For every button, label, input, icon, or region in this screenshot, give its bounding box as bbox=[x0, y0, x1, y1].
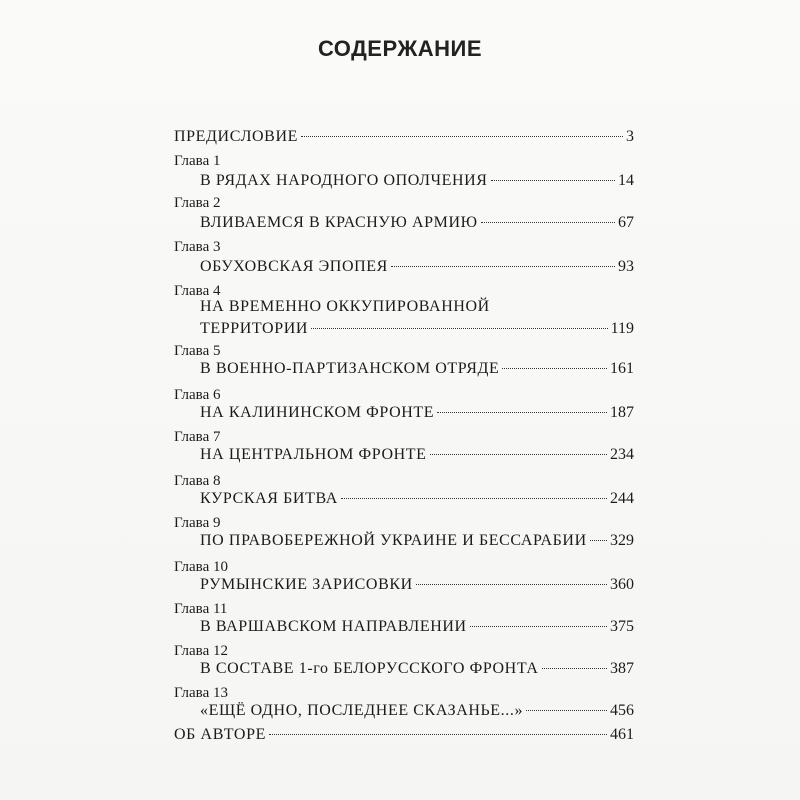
toc-entry-preface bbox=[174, 126, 634, 148]
entry-title: РУМЫНСКИЕ ЗАРИСОВКИ bbox=[200, 576, 413, 593]
page-number: 234 bbox=[610, 446, 634, 463]
page-number: 119 bbox=[610, 320, 634, 337]
toc-entry-chapter-7 bbox=[200, 444, 634, 466]
entry-title: ПО ПРАВОБЕРЕЖНОЙ УКРАИНЕ И БЕССАРАБИИ bbox=[200, 532, 587, 549]
toc-entry-chapter-9 bbox=[200, 530, 634, 552]
page-number: 375 bbox=[610, 618, 634, 635]
toc-entry-chapter-4 bbox=[200, 318, 634, 340]
toc-entry-about-author bbox=[174, 724, 634, 746]
page-number: 329 bbox=[610, 532, 634, 549]
page-number: 187 bbox=[610, 404, 634, 421]
dot-leader bbox=[391, 266, 615, 267]
entry-title: ВЛИВАЕМСЯ В КРАСНУЮ АРМИЮ bbox=[200, 214, 478, 231]
contents-heading: СОДЕРЖАНИЕ bbox=[317, 36, 483, 61]
entry-title: ОБ АВТОРЕ bbox=[174, 726, 266, 743]
chapter-label: Глава 11 bbox=[174, 601, 228, 617]
toc-entry-chapter-12 bbox=[200, 658, 634, 680]
page-number: 244 bbox=[610, 490, 634, 507]
chapter-label: Глава 12 bbox=[174, 643, 228, 659]
chapter-label: Глава 9 bbox=[174, 515, 221, 531]
toc-entry-chapter-11 bbox=[200, 616, 634, 638]
chapter-label: Глава 6 bbox=[174, 387, 221, 403]
dot-leader bbox=[542, 668, 607, 669]
entry-title: ОБУХОВСКАЯ ЭПОПЕЯ bbox=[200, 258, 388, 275]
dot-leader bbox=[311, 328, 608, 329]
entry-title: НА КАЛИНИНСКОМ ФРОНТЕ bbox=[200, 404, 435, 421]
chapter-label: Глава 7 bbox=[174, 429, 221, 445]
toc-entry-chapter-13 bbox=[200, 700, 634, 722]
toc-entry-chapter-2 bbox=[200, 212, 634, 234]
entry-title: В РЯДАХ НАРОДНОГО ОПОЛЧЕНИЯ bbox=[200, 172, 488, 189]
page-number: 67 bbox=[618, 214, 634, 231]
chapter-label: Глава 3 bbox=[174, 239, 221, 255]
chapter-label: Глава 10 bbox=[174, 559, 228, 575]
dot-leader bbox=[590, 540, 607, 541]
toc-entry-chapter-8 bbox=[200, 488, 634, 510]
dot-leader bbox=[502, 368, 607, 369]
dot-leader bbox=[437, 412, 607, 413]
chapter-label: Глава 8 bbox=[174, 473, 221, 489]
page-number: 3 bbox=[626, 128, 634, 145]
dot-leader bbox=[481, 222, 615, 223]
toc-entry-chapter-3 bbox=[200, 256, 634, 278]
page-number: 461 bbox=[610, 726, 634, 743]
page-number: 360 bbox=[610, 576, 634, 593]
entry-title: В ВОЕННО-ПАРТИЗАНСКОМ ОТРЯДЕ bbox=[200, 360, 500, 377]
toc-entry-chapter-1 bbox=[200, 170, 634, 192]
dot-leader bbox=[526, 710, 607, 711]
dot-leader bbox=[301, 136, 623, 137]
chapter-label: Глава 4 bbox=[174, 283, 221, 299]
dot-leader bbox=[470, 626, 607, 627]
chapter-label: Глава 13 bbox=[174, 685, 228, 701]
chapter-label: Глава 5 bbox=[174, 343, 221, 359]
toc-entry-chapter-6 bbox=[200, 402, 634, 424]
dot-leader bbox=[269, 734, 607, 735]
toc-entry-chapter-10 bbox=[200, 574, 634, 596]
entry-title: В ВАРШАВСКОМ НАПРАВЛЕНИИ bbox=[200, 618, 467, 635]
entry-title: НА ЦЕНТРАЛЬНОМ ФРОНТЕ bbox=[200, 446, 427, 463]
page-number: 387 bbox=[610, 660, 634, 677]
page-number: 456 bbox=[610, 702, 634, 719]
page-number: 93 bbox=[618, 258, 634, 275]
entry-title: КУРСКАЯ БИТВА bbox=[200, 490, 338, 507]
dot-leader bbox=[491, 180, 615, 181]
dot-leader bbox=[341, 498, 607, 499]
entry-title: В СОСТАВЕ 1-го БЕЛОРУССКОГО ФРОНТА bbox=[200, 660, 539, 677]
page-number: 161 bbox=[610, 360, 634, 377]
chapter-label: Глава 1 bbox=[174, 153, 221, 169]
chapter-label: Глава 2 bbox=[174, 195, 221, 211]
dot-leader bbox=[430, 454, 607, 455]
toc-entry-chapter-4-line1 bbox=[200, 296, 634, 318]
entry-title: ПРЕДИСЛОВИЕ bbox=[174, 128, 298, 145]
entry-title: ТЕРРИТОРИИ bbox=[200, 320, 309, 337]
toc-entry-chapter-5 bbox=[200, 358, 634, 380]
dot-leader bbox=[416, 584, 607, 585]
entry-title: «ЕЩЁ ОДНО, ПОСЛЕДНЕЕ СКАЗАНЬЕ...» bbox=[200, 702, 524, 719]
page-number: 14 bbox=[618, 172, 634, 189]
entry-title: НА ВРЕМЕННО ОККУПИРОВАННОЙ bbox=[200, 298, 490, 315]
